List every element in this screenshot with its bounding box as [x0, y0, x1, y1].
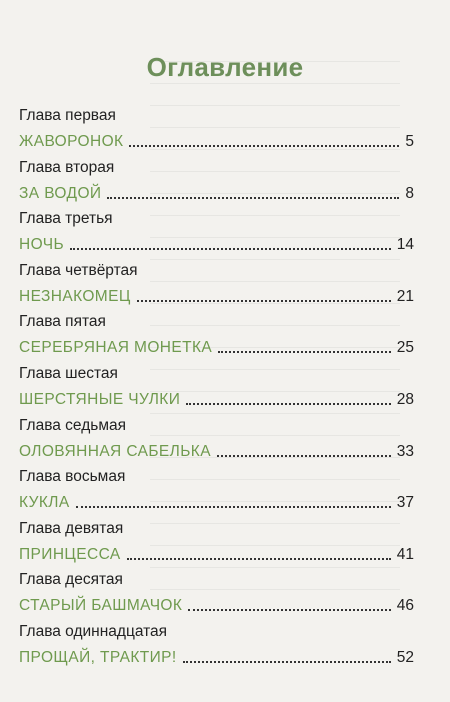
toc-entry — [19, 519, 414, 571]
toc-entry — [19, 364, 414, 416]
chapter-number: Глава пятая — [19, 313, 106, 331]
dot-leader — [107, 197, 399, 199]
toc-entry — [19, 416, 414, 468]
chapter-line — [19, 232, 414, 254]
chapter-title: СТАРЫЙ БАШМАЧОК — [19, 597, 183, 615]
chapter-line — [19, 181, 414, 203]
chapter-line — [19, 593, 414, 615]
page-number: 5 — [405, 133, 414, 150]
dot-leader — [76, 506, 391, 508]
dot-leader — [127, 558, 391, 560]
chapter-line — [19, 387, 414, 409]
dot-leader — [70, 248, 391, 250]
toc-entry — [19, 467, 414, 519]
chapter-number: Глава четвёртая — [19, 261, 138, 279]
chapter-line — [19, 335, 414, 357]
page-number: 28 — [396, 390, 414, 408]
page-number: 33 — [396, 442, 414, 460]
chapter-line — [19, 439, 414, 461]
chapter-title: ЗА ВОДОЙ — [19, 184, 102, 202]
page-number: 25 — [396, 339, 414, 357]
chapter-line — [19, 645, 414, 667]
dot-leader — [129, 145, 399, 147]
toc-entry — [19, 570, 414, 622]
dot-leader — [218, 351, 391, 353]
chapter-title: НОЧЬ — [19, 236, 65, 254]
chapter-title: СЕРЕБРЯНАЯ МОНЕТКА — [19, 339, 213, 357]
chapter-number: Глава девятая — [19, 519, 124, 537]
chapter-number: Глава десятая — [19, 571, 123, 589]
chapter-line — [19, 284, 414, 306]
chapter-title: ПРИНЦЕССА — [19, 545, 121, 563]
dot-leader — [137, 300, 391, 302]
toc-entry — [19, 312, 414, 364]
chapter-title: ПРОЩАЙ, ТРАКТИР! — [19, 648, 177, 666]
chapter-line — [19, 542, 414, 564]
chapter-line — [19, 490, 414, 512]
chapter-number: Глава седьмая — [19, 416, 126, 434]
chapter-number: Глава восьмая — [19, 468, 126, 486]
page-number: 8 — [405, 184, 414, 202]
chapter-number: Глава одиннадцатая — [19, 622, 168, 640]
chapter-number: Глава первая — [19, 107, 116, 124]
dot-leader — [186, 403, 390, 405]
chapter-line — [19, 129, 414, 151]
page-number: 37 — [396, 494, 414, 512]
page-number: 46 — [396, 597, 414, 615]
chapter-title: ОЛОВЯННАЯ САБЕЛЬКА — [19, 442, 211, 460]
page-number: 14 — [396, 236, 414, 254]
chapter-title: ЖАВОРОНОК — [19, 133, 124, 150]
page-number: 52 — [396, 648, 414, 666]
toc-entry — [19, 261, 414, 313]
page-title: Оглавление — [146, 52, 304, 82]
chapter-title: НЕЗНАКОМЕЦ — [19, 287, 131, 305]
dot-leader — [183, 661, 391, 663]
toc-entry — [19, 209, 414, 261]
chapter-number: Глава третья — [19, 210, 113, 228]
dot-leader — [188, 609, 390, 611]
chapter-number: Глава шестая — [19, 364, 118, 382]
page-number: 41 — [396, 545, 414, 563]
table-of-contents — [19, 106, 414, 674]
chapter-number: Глава вторая — [19, 158, 115, 176]
toc-entry — [19, 158, 414, 210]
dot-leader — [217, 455, 391, 457]
page-number: 21 — [396, 287, 414, 305]
chapter-title: ШЕРСТЯНЫЕ ЧУЛКИ — [19, 390, 181, 408]
toc-entry — [19, 106, 414, 158]
chapter-title: КУКЛА — [19, 494, 70, 512]
toc-entry — [19, 622, 414, 674]
